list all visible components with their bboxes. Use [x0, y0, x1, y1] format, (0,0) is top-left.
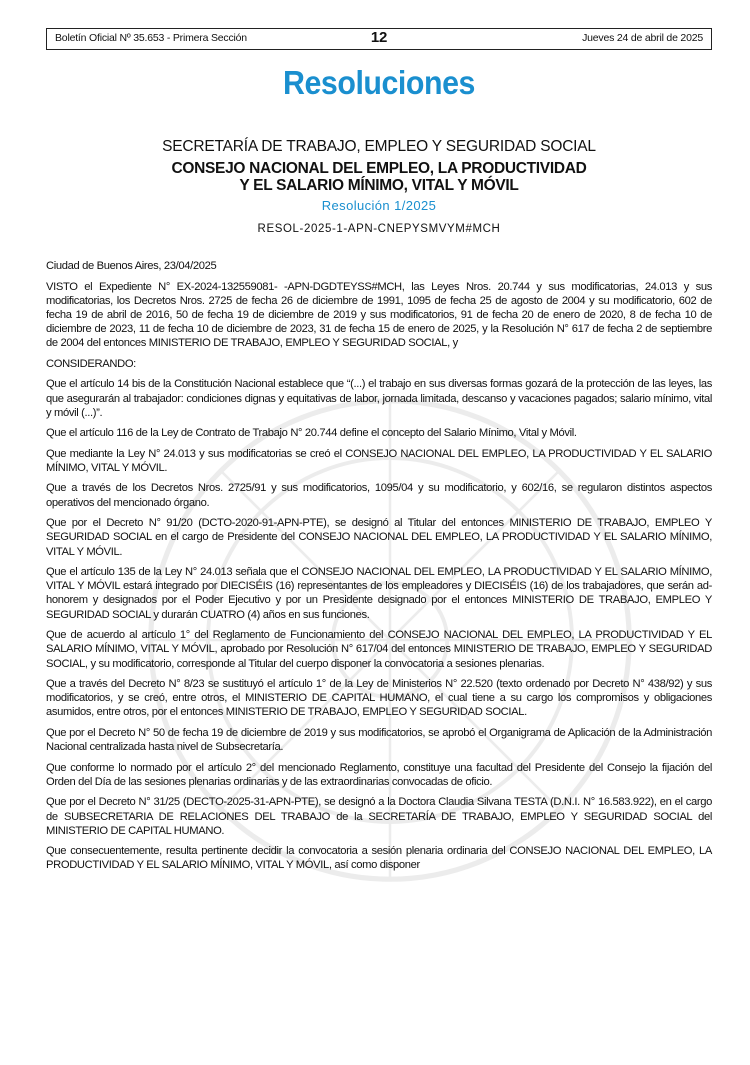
- bulletin-name: Boletín Oficial Nº 35.653 - Primera Sección: [55, 32, 247, 44]
- body-paragraph: Que por el Decreto N° 91/20 (DCTO-2020-91-APN-PTE), se designó al Titular del entonces MINISTERIO DE TRABAJO, EMPLEO Y SEGURIDAD SOCIAL en el cargo de Presidente del CONSEJO NACIONAL DEL EMPLEO, LA PRODUCTIVIDAD Y EL SALARIO MÍNIMO, VITAL Y MÓVIL.: [46, 517, 712, 558]
- resolution-title: Resolución 1/2025: [321, 198, 437, 213]
- page-header: [46, 28, 712, 50]
- bulletin-page: [46, 28, 712, 879]
- secretariat-name: SECRETARÍA DE TRABAJO, EMPLEO Y SEGURIDAD SOCIAL: [162, 138, 596, 155]
- page-number: 12: [370, 29, 388, 46]
- body-paragraph: Que por el Decreto N° 31/25 (DECTO-2025-31-APN-PTE), se designó a la Doctora Claudia Silvana TESTA (D.N.I. N° 16.583.922), en el cargo de SUBSECRETARIA DE RELACIONES DEL TRABAJO de la SECRETARÍA DE TRABAJO, EMPLEO Y SEGURIDAD SOCIAL del MINISTERIO DE CAPITAL HUMANO.: [46, 796, 712, 837]
- council-name-line-2: Y EL SALARIO MÍNIMO, VITAL Y MÓVIL: [239, 177, 519, 194]
- resolution-body: [46, 259, 712, 873]
- council-name: [46, 160, 712, 194]
- council-name-line-1: CONSEJO NACIONAL DEL EMPLEO, LA PRODUCTIVIDAD: [171, 160, 587, 177]
- body-paragraph: Que a través de los Decretos Nros. 2725/91 y sus modificatorios, 1095/04 y su modificatorio, y 602/16, se regularon distintos aspectos operativos del mencionado órgano.: [46, 482, 712, 509]
- publication-date: Jueves 24 de abril de 2025: [582, 32, 703, 44]
- visto-paragraph: VISTO el Expediente N° EX-2024-132559081- -APN-DGDTEYSS#MCH, las Leyes Nros. 20.744 y sus modificatorias, 24.013 y sus modificatorias, los Decretos Nros. 2725 de fecha 26 de diciembre de 1991, 1095 de fecha 25 de agosto de 2004 y su modificatorio, 602 de fecha 19 de abril de 2016, 50 de fecha 19 de diciembre de 2019 y sus modificatorios, 91 de fecha 20 de enero de 2020, 8 de fecha 10 de diciembre de 2023, 11 de fecha 10 de diciembre de 2023, 31 de fecha 15 de enero de 2025, y la Resolución N° 617 de fecha 2 de septiembre de 2004 del entonces MINISTERIO DE TRABAJO, EMPLEO Y SEGURIDAD SOCIAL, y: [46, 280, 712, 350]
- body-paragraph: Que a través del Decreto N° 8/23 se sustituyó el artículo 1° de la Ley de Ministerios N° 22.520 (texto ordenado por Decreto N° 438/92) y sus modificatorios, y se creó, entre otros, el MINISTERIO DE CAPITAL HUMANO, el cual tiene a su cargo los compromisos y obligaciones asumidos, entre otros, por el entonces MINISTERIO DE TRABAJO, EMPLEO Y SEGURIDAD SOCIAL.: [46, 678, 712, 719]
- section-title: Resoluciones: [283, 64, 475, 101]
- body-paragraph: Que por el Decreto N° 50 de fecha 19 de diciembre de 2019 y sus modificatorios, se aprobó el Organigrama de Aplicación de la Administración Nacional centralizada hasta nivel de Subsecretaría.: [46, 726, 712, 754]
- body-paragraph: Que el artículo 116 de la Ley de Contrato de Trabajo N° 20.744 define el concepto del Salario Mínimo, Vital y Móvil.: [46, 427, 577, 440]
- body-paragraph: Que conforme lo normado por el artículo 2° del mencionado Reglamento, constituye una facultad del Presidente del Consejo la fijación del Orden del Día de las sesiones plenarias ordinarias y de las extraordinarias convocadas de oficio.: [46, 761, 712, 788]
- place-date: Ciudad de Buenos Aires, 23/04/2025: [46, 260, 217, 272]
- body-paragraph: Que el artículo 135 de la Ley N° 24.013 señala que el CONSEJO NACIONAL DEL EMPLEO, LA PRODUCTIVIDAD Y EL SALARIO MÍNIMO, VITAL Y MÓVIL estará integrado por DIECISÉIS (16) representantes de los empleadores y DIECISÉIS (16) de los trabajadores, que serán ad-honorem y designados por el Poder Ejecutivo y por un Presidente designado por el entonces MINISTERIO DE TRABAJO, EMPLEO Y SEGURIDAD SOCIAL y durarán CUATRO (4) años en sus funciones.: [46, 566, 712, 621]
- resolution-code: RESOL-2025-1-APN-CNEPYSMVYM#MCH: [257, 223, 501, 235]
- body-paragraph: Que consecuentemente, resulta pertinente decidir la convocatoria a sesión plenaria ordinaria del CONSEJO NACIONAL DEL EMPLEO, LA PRODUCTIVIDAD Y EL SALARIO MÍNIMO, VITAL Y MÓVIL, así como disponer: [46, 845, 712, 872]
- considerando-heading: CONSIDERANDO:: [46, 357, 136, 370]
- body-paragraph: Que de acuerdo al artículo 1° del Reglamento de Funcionamiento del CONSEJO NACIONAL DEL EMPLEO, LA PRODUCTIVIDAD Y EL SALARIO MÍNIMO, VITAL Y MÓVIL, aprobado por Resolución N° 617/04 del entonces MINISTERIO DE TRABAJO, EMPLEO Y SEGURIDAD SOCIAL, y su modificatorio, corresponde al Titular del cuerpo disponer la convocatoria a sesiones plenarias.: [46, 629, 712, 670]
- body-paragraph: Que el artículo 14 bis de la Constitución Nacional establece que “(...) el trabajo en sus diversas formas gozará de la protección de las leyes, las que asegurarán al trabajador: condiciones dignas y equitativas de labor, jornada limitada, descanso y vacaciones pagados; salario mínimo, vital y móvil (...)”.: [46, 378, 712, 419]
- body-paragraph: Que mediante la Ley N° 24.013 y sus modificatorias se creó el CONSEJO NACIONAL DEL EMPLEO, LA PRODUCTIVIDAD Y EL SALARIO MÍNIMO, VITAL Y MÓVIL.: [46, 447, 712, 474]
